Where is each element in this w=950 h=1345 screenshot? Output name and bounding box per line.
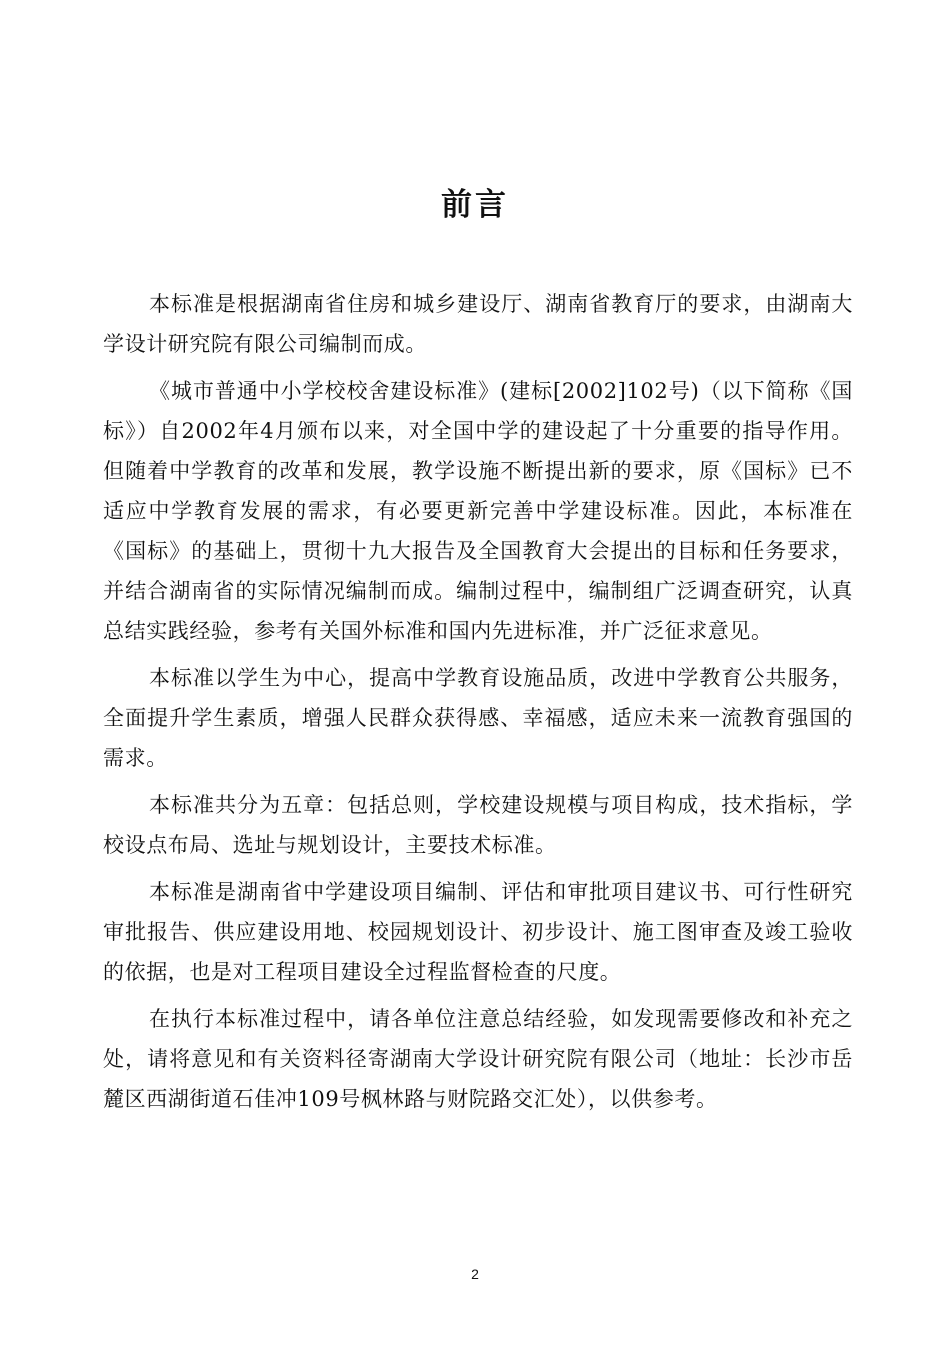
paragraph-basis: 本标准是湖南省中学建设项目编制、评估和审批项目建议书、可行性研究审批报告、供应建设用地、校园规划设计、初步设计、施工图审查及竣工验收的依据，也是对工程项目建设全过程监督检查的尺度。 [103, 880, 853, 984]
page-title: 前言 [441, 187, 509, 223]
paragraph-source: 本标准是根据湖南省住房和城乡建设厅、湖南省教育厅的要求，由湖南大学设计研究院有限公司编制而成。 [103, 292, 853, 356]
paragraph-chapters: 本标准共分为五章：包括总则，学校建设规模与项目构成，技术指标，学校设点布局、选址与规划设计，主要技术标准。 [103, 793, 853, 857]
paragraph-purpose: 本标准以学生为中心，提高中学教育设施品质，改进中学教育公共服务，全面提升学生素质，增强人民群众获得感、幸福感，适应未来一流教育强国的需求。 [103, 666, 853, 770]
document-body [103, 284, 853, 1126]
page-number: 2 [471, 1266, 479, 1282]
paragraph-feedback: 在执行本标准过程中，请各单位注意总结经验，如发现需要修改和补充之处，请将意见和有关资料径寄湖南大学设计研究院有限公司（地址：长沙市岳麓区西湖街道石佳冲109号枫林路与财院路交汇处），以供参考。 [103, 1007, 853, 1111]
paragraph-background: 《城市普通中小学校校舍建设标准》(建标[2002]102号)（以下简称《国标》）自2002年4月颁布以来，对全国中学的建设起了十分重要的指导作用。但随着中学教育的改革和发展，教学设施不断提出新的要求，原《国标》已不适应中学教育发展的需求，有必要更新完善中学建设标准。因此，本标准在《国标》的基础上，贯彻十九大报告及全国教育大会提出的目标和任务要求，并结合湖南省的实际情况编制而成。编制过程中，编制组广泛调查研究，认真总结实践经验，参考有关国外标准和国内先进标准，并广泛征求意见。 [103, 379, 853, 643]
